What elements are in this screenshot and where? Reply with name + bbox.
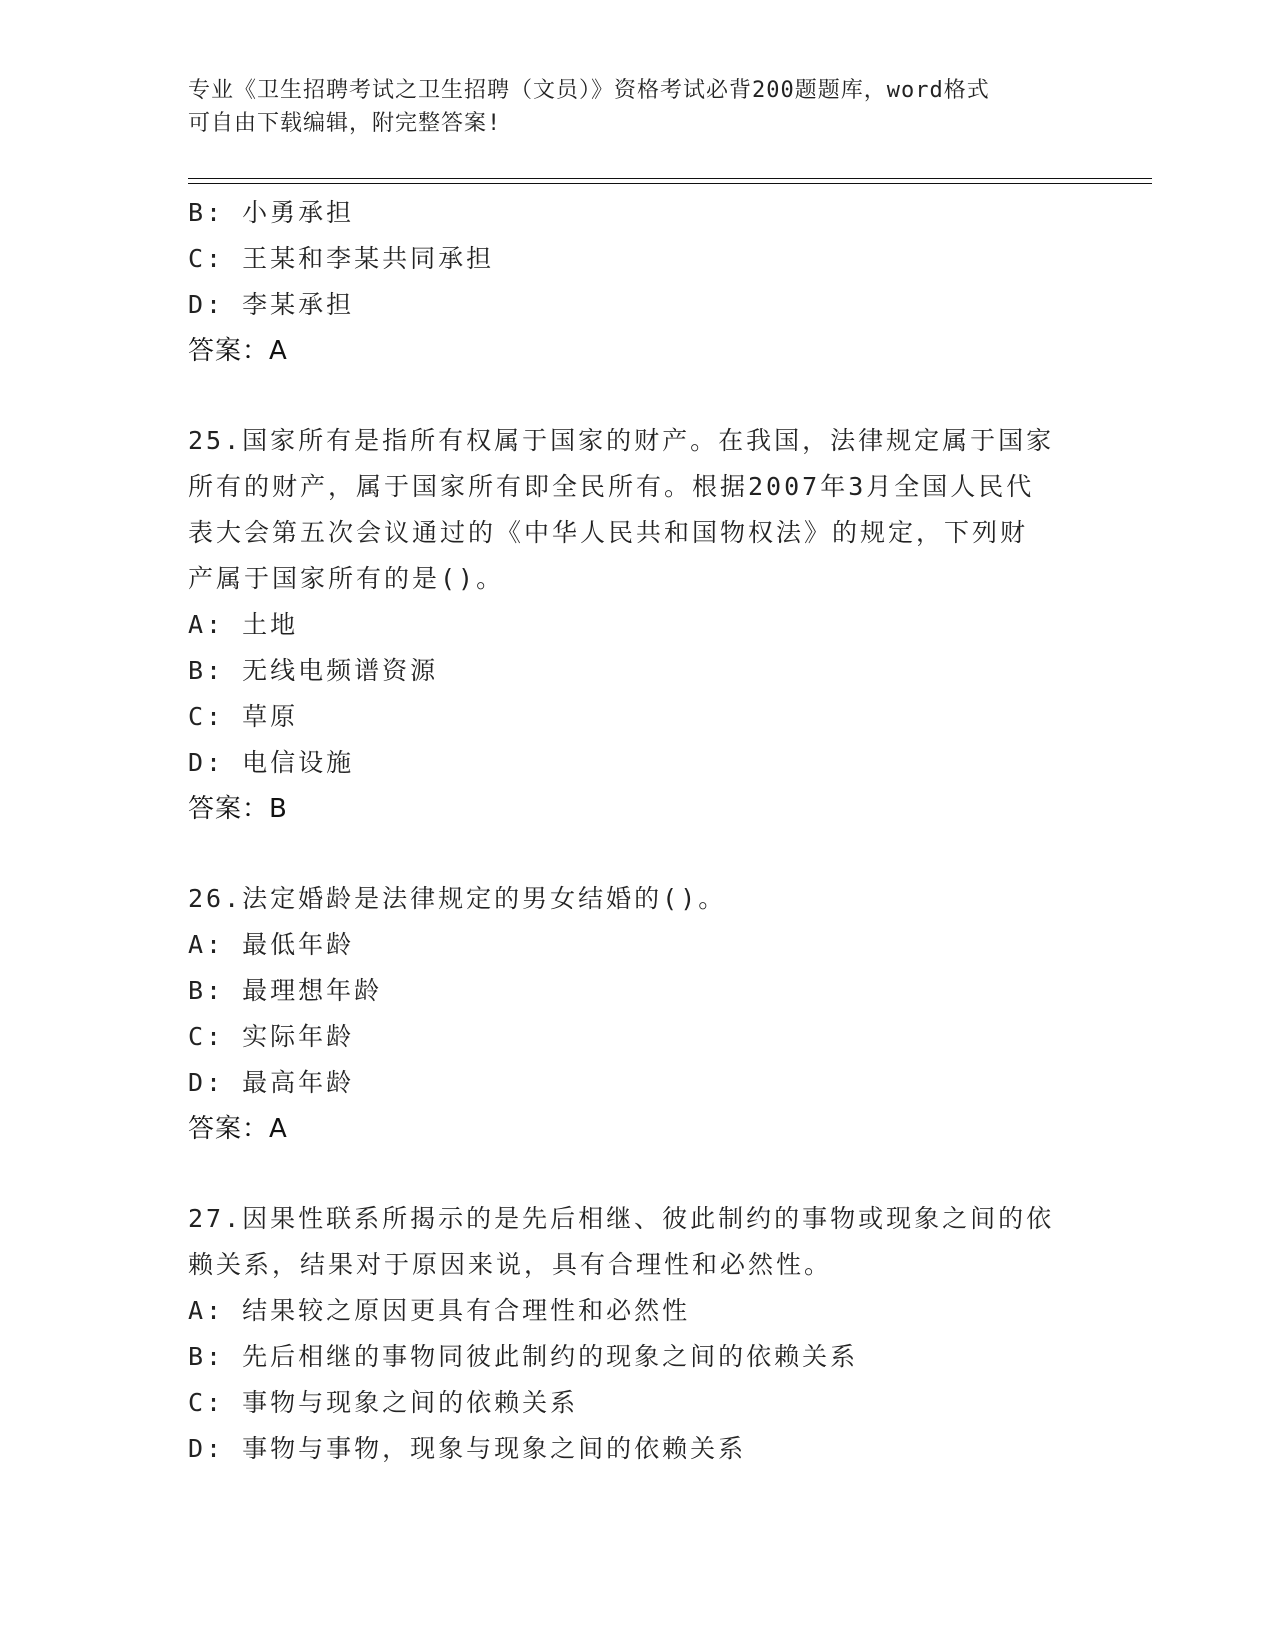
option-d: D: 李某承担 — [188, 290, 355, 319]
question-stem-line: 赖关系，结果对于原因来说，具有合理性和必然性。 — [188, 1250, 833, 1279]
option-c: C: 草原 — [188, 702, 299, 731]
answer-line: 答案：A — [188, 336, 288, 366]
header-divider-top — [188, 178, 1152, 179]
question-26 — [188, 876, 1088, 1152]
option-b: B: 小勇承担 — [188, 198, 355, 227]
option-c: C: 实际年龄 — [188, 1022, 355, 1051]
question-continued — [188, 190, 1088, 374]
header-divider-bottom — [188, 183, 1152, 184]
option-a: A: 最低年龄 — [188, 930, 355, 959]
document-header — [188, 74, 1088, 140]
option-c: C: 王某和李某共同承担 — [188, 244, 495, 273]
option-b: B: 先后相继的事物同彼此制约的现象之间的依赖关系 — [188, 1342, 859, 1371]
option-a: A: 结果较之原因更具有合理性和必然性 — [188, 1296, 691, 1325]
option-c: C: 事物与现象之间的依赖关系 — [188, 1388, 579, 1417]
question-list — [188, 190, 1088, 1472]
question-stem-line: 产属于国家所有的是()。 — [188, 564, 505, 593]
question-stem-line: 27.因果性联系所揭示的是先后相继、彼此制约的事物或现象之间的依 — [188, 1204, 1055, 1233]
option-d: D: 事物与事物，现象与现象之间的依赖关系 — [188, 1434, 747, 1463]
question-25 — [188, 418, 1088, 832]
answer-line: 答案：B — [188, 794, 288, 824]
header-line-2: 可自由下载编辑，附完整答案! — [188, 111, 502, 136]
answer-line: 答案：A — [188, 1114, 288, 1144]
option-d: D: 电信设施 — [188, 748, 355, 777]
header-line-1: 专业《卫生招聘考试之卫生招聘（文员）》资格考试必背200题题库，word格式 — [188, 78, 990, 103]
question-stem-line: 25.国家所有是指所有权属于国家的财产。在我国，法律规定属于国家 — [188, 426, 1055, 455]
question-stem-line: 所有的财产，属于国家所有即全民所有。根据2007年3月全国人民代 — [188, 472, 1035, 501]
option-a: A: 土地 — [188, 610, 299, 639]
question-stem-line: 26.法定婚龄是法律规定的男女结婚的()。 — [188, 884, 727, 913]
option-b: B: 最理想年龄 — [188, 976, 383, 1005]
question-stem-line: 表大会第五次会议通过的《中华人民共和国物权法》的规定，下列财 — [188, 518, 1029, 547]
option-d: D: 最高年龄 — [188, 1068, 355, 1097]
option-b: B: 无线电频谱资源 — [188, 656, 439, 685]
question-27 — [188, 1196, 1088, 1472]
